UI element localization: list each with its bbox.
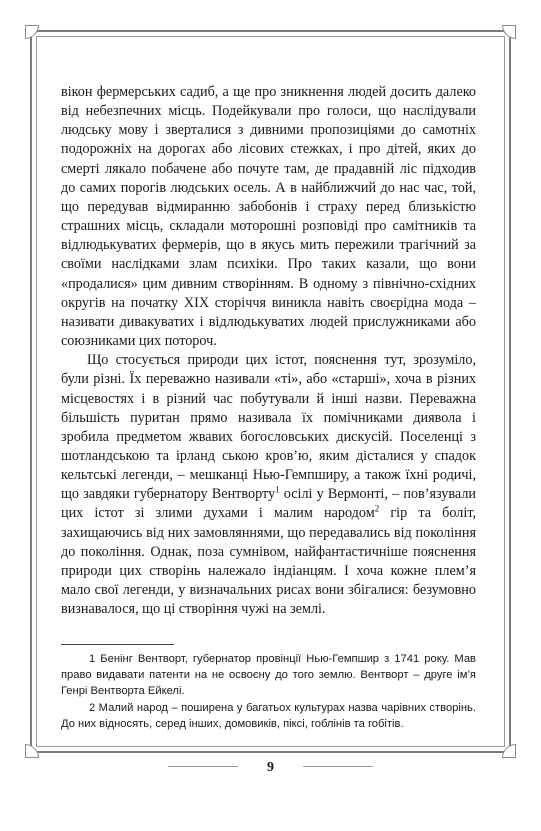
text-line: дивакуватих і відлюдькуватих людей прислужниками або — [119, 313, 476, 330]
text-line: самітників та відлюдькуватих фермерів, що в якусь мить — [61, 218, 477, 254]
text-line: вських дискусій. Поселенці з шотландською та ірланд — [61, 428, 476, 464]
text-line: Що стосується природи цих істот, пояснення тут, зрозу — [87, 352, 446, 369]
text-line: губернатору Вентворту — [133, 486, 276, 503]
text-line: союзниками цих потороч. — [61, 333, 217, 350]
page-footer — [0, 758, 541, 776]
paragraph-2 — [61, 351, 476, 619]
footnote-separator — [61, 644, 174, 645]
main-text — [61, 83, 476, 619]
text-line: міло, були різні. Їх переважно називали «ті», або «старші», — [61, 352, 476, 388]
text-line: голоси, що наслідували людську мову і зверталися з дивни — [61, 103, 477, 139]
footnote-ref-2[interactable]: 2 — [374, 503, 380, 514]
text-line: досить далеко від небезпечних місць. Подейкували про — [61, 84, 477, 120]
text-line: назви. Переважна більшість пуритан прямо називала їх — [61, 390, 476, 426]
footnote-1: 1 Бенінг Вентворт, губернатор провінції Нью-Гемпшир з 1741 року. Мав право видавати патенти на не освоєну до того землю. Вентворт – друге ім’я Генрі Вентворта Ейкелі. — [61, 653, 476, 698]
text-line: помічниками диявола і зробила предметом жвавих богосло — [61, 409, 476, 445]
text-line: рисах вони збігалися: безумовно визнавалося, що ці ство — [61, 582, 476, 618]
paragraph-1 — [61, 83, 476, 351]
text-line: кістю страшних місць, складали моторошні розповіді про — [61, 198, 476, 235]
text-line: не або почуте там, де прадавній ліс підходив до самих — [61, 160, 476, 196]
text-line: покоління до покоління. Однак, поза сумнівом, найфантас — [61, 524, 477, 560]
text-line: що передував відмиранню забобонів і страху перед близь — [61, 198, 443, 215]
page-number: 9 — [267, 760, 274, 775]
footnotes — [61, 651, 476, 732]
text-line: тичніше пояснення природи цих створінь належало індіан — [61, 543, 476, 579]
text-line: ми пропозиціями до самотніх подорожніх на дорогах або — [61, 122, 476, 158]
text-line: ською кров’ю, яким дісталися у спадок кельтські легенди, – — [61, 447, 476, 484]
text-line: осілі у Вермонті, – пов’язували — [279, 486, 477, 503]
text-line: цям. І хоча кожне плем’я мало свої легенди, у визначальних — [61, 562, 476, 599]
text-line: лісових стежках, і про дітей, яких до смерті лякало побаче — [61, 141, 477, 177]
text-line: XIX сторіччя виникла навіть своєрідна мода – називати — [61, 294, 476, 330]
text-line: вікон фермерських садиб, а ще про зникнення людей — [61, 84, 387, 100]
text-line: гір та боліт, — [379, 505, 477, 522]
text-line: хоча в різних місцевостях і в різний час побутували й інші — [61, 371, 477, 407]
text-line: ріння чужі на землі. — [205, 601, 326, 618]
footnote-ref-1[interactable]: 1 — [275, 484, 280, 495]
footnote-2: 2 Малий народ – поширена у багатьох культурах назва чарівних створінь. До них відносять, серед інших, домовиків, піксі, гоблінів та гобітів. — [61, 701, 476, 730]
text-line: пережили трагічний за своїми наслідками злам психіки. — [61, 237, 476, 273]
text-line: цих істот зі злими духами і малим народом — [61, 505, 375, 522]
text-line: мешканці Нью-Гемпширу, а також їхні родичі, що завдяки — [61, 467, 477, 503]
text-line: рінням. В одному з північно-східних округів на початку — [61, 275, 476, 311]
text-line: захищаючись від них замовляннями, що передавались від — [61, 524, 412, 541]
text-line: порогів людських осель. А в найближчий до нас час, той, — [120, 179, 476, 196]
text-line: Про таких казали, що вони «продалися» цим дивним ство — [61, 256, 476, 292]
